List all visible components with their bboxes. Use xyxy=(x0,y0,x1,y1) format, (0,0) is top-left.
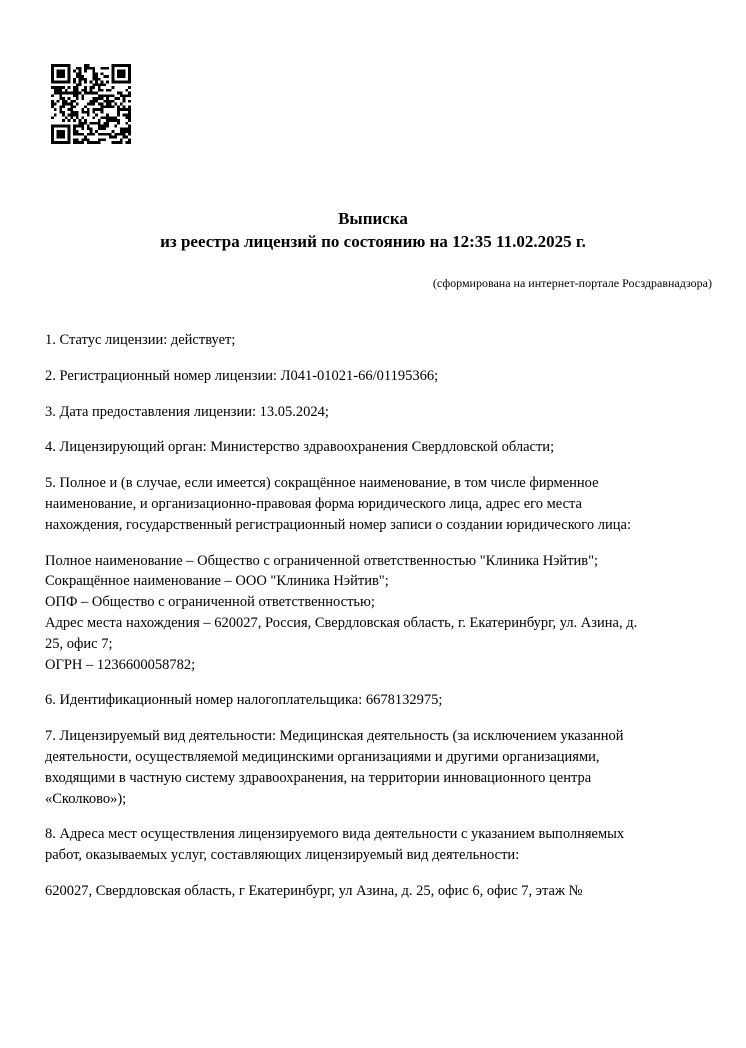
text-line: нахождения, государственный регистрационный номер записи о создании юридического лица: xyxy=(45,516,631,533)
text-line: наименование, и организационно-правовая форма юридического лица, адрес его места xyxy=(45,495,582,512)
paragraph-8 xyxy=(45,726,713,809)
text-line: Полное наименование – Общество с ограниченной ответственностью "Клиника Нэйтив"; xyxy=(45,552,599,569)
text-line: ОГРН – 1236600058782; xyxy=(45,656,196,673)
text-line: 8. Адреса мест осуществления лицензируемого вида деятельности с указанием выполняемых xyxy=(45,826,625,843)
document-body xyxy=(45,330,713,917)
paragraph-1 xyxy=(45,330,713,351)
paragraph-3 xyxy=(45,402,713,423)
text-line: 6. Идентификационный номер налогоплательщика: 6678132975; xyxy=(45,692,443,709)
paragraph-10 xyxy=(45,881,713,902)
text-line: деятельности, осуществляемой медицинскими организациями и другими организациями, xyxy=(45,748,600,765)
text-line: 2. Регистрационный номер лицензии: Л041-01021-66/01195366; xyxy=(45,367,439,384)
paragraph-6 xyxy=(45,551,713,676)
text-line: входящими в частную систему здравоохранения, на территории инновационного центра xyxy=(45,769,592,786)
text-line: 3. Дата предоставления лицензии: 13.05.2024; xyxy=(45,403,329,420)
document-subtitle: (сформирована на интернет-портале Росздравнадзора) xyxy=(432,276,712,290)
text-line: 1. Статус лицензии: действует; xyxy=(45,332,236,348)
paragraph-2 xyxy=(45,366,713,387)
document-title xyxy=(0,207,746,253)
title-line-1: Выписка xyxy=(338,209,408,228)
qr-code-icon xyxy=(51,64,131,144)
text-line: 620027, Свердловская область, г Екатеринбург, ул Азина, д. 25, офис 6, офис 7, этаж № xyxy=(45,882,583,899)
text-line: Сокращённое наименование – ООО "Клиника Нэйтив"; xyxy=(45,573,389,590)
paragraph-7 xyxy=(45,690,713,711)
paragraph-4 xyxy=(45,437,713,458)
text-line: «Сколково»); xyxy=(45,790,127,807)
text-line: 4. Лицензирующий орган: Министерство здравоохранения Свердловской области; xyxy=(45,439,555,456)
text-line: 5. Полное и (в случае, если имеется) сокращённое наименование, в том числе фирменное xyxy=(45,475,599,492)
title-line-2: из реестра лицензий по состоянию на 12:35 11.02.2025 г. xyxy=(160,232,586,251)
text-line: работ, оказываемых услуг, составляющих лицензируемый вид деятельности: xyxy=(45,847,520,864)
text-line: Адрес места нахождения – 620027, Россия, Свердловская область, г. Екатеринбург, ул. Азина, д. xyxy=(45,614,638,631)
text-line: ОПФ – Общество с ограниченной ответственностью; xyxy=(45,594,375,611)
paragraph-9 xyxy=(45,824,713,866)
text-line: 7. Лицензируемый вид деятельности: Медицинская деятельность (за исключением указанной xyxy=(45,728,624,745)
text-line: 25, офис 7; xyxy=(45,635,113,652)
paragraph-5 xyxy=(45,473,713,535)
